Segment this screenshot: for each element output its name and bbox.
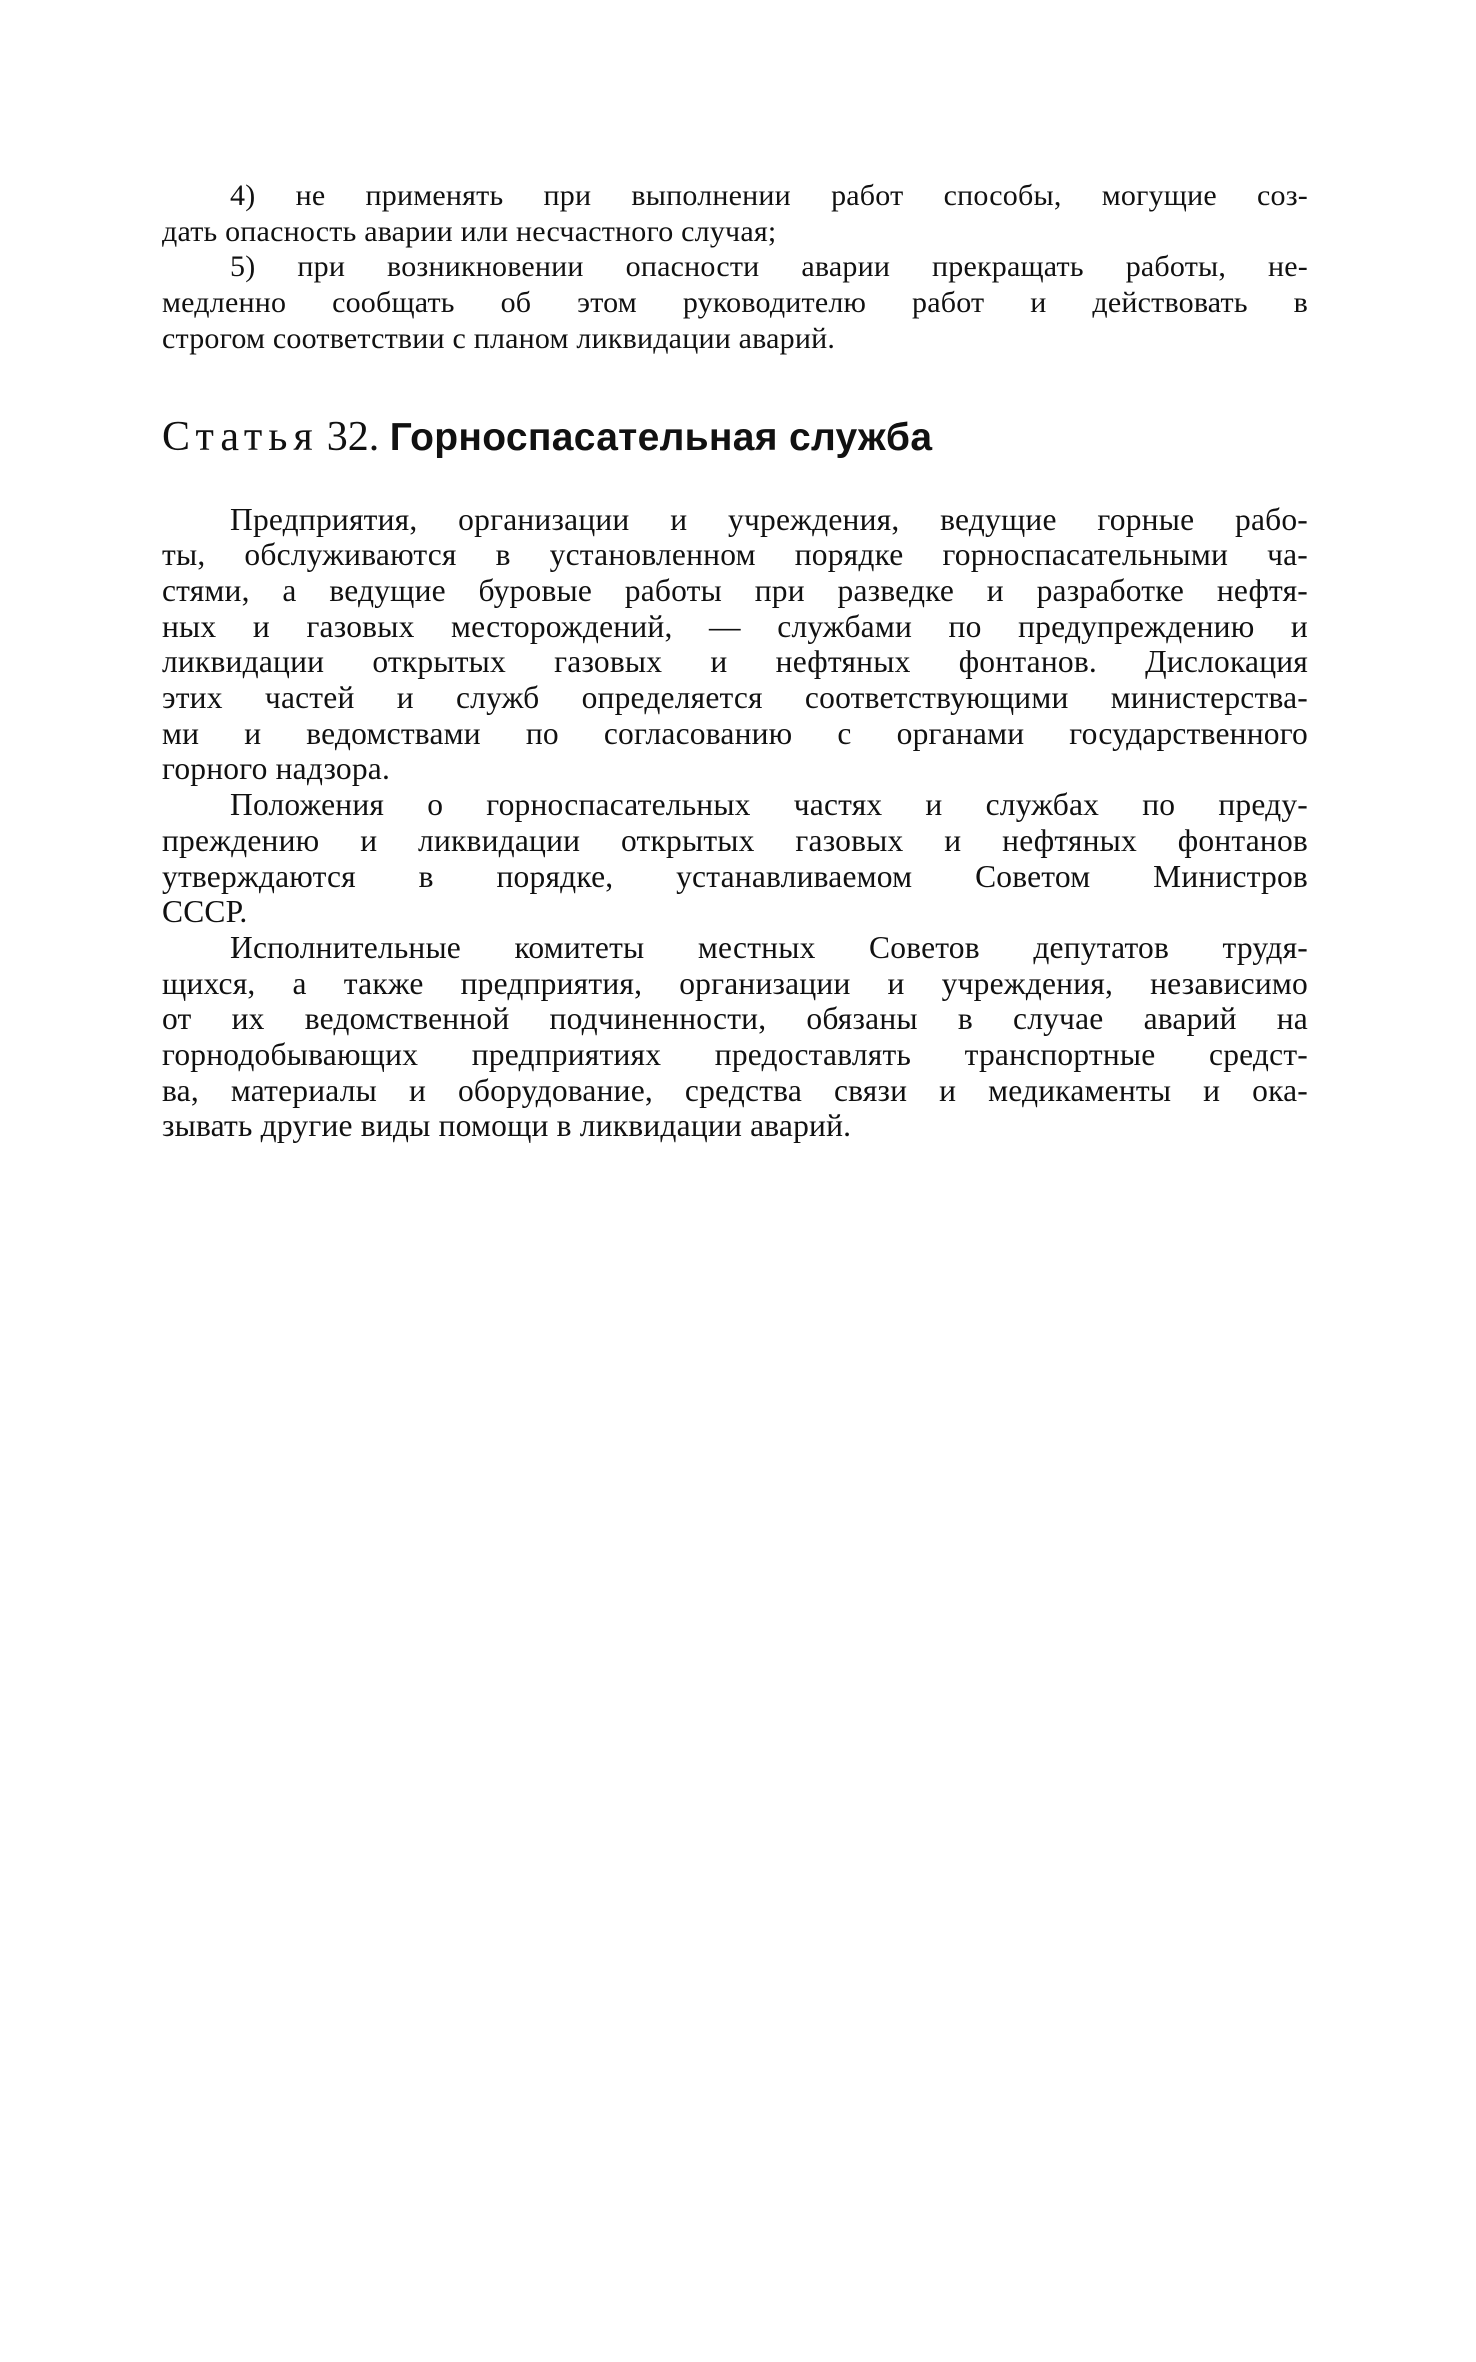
text-line: ми и ведомствами по согласованию с органами государственного: [162, 715, 1308, 751]
text-line: горного надзора.: [162, 751, 391, 787]
text-line: ты, обслуживаются в установленном порядке горноспасательными ча-: [162, 537, 1308, 573]
text-line: утверждаются в порядке, устанавливаемом Советом Министров: [162, 858, 1308, 894]
text-line: дать опасность аварии или несчастного случая;: [162, 214, 777, 248]
text-line: от их ведомственной подчиненности, обязаны в случае аварий на: [162, 1001, 1308, 1037]
text-line: Исполнительные комитеты местных Советов депутатов трудя-: [230, 929, 1308, 965]
text-line: строгом соответствии с планом ликвидации аварий.: [162, 321, 836, 355]
paragraph-2: [162, 787, 1308, 930]
text-line: стями, а ведущие буровые работы при разведке и разработке нефтя-: [162, 572, 1308, 608]
list-item-4: [162, 178, 1308, 249]
text-line: преждению и ликвидации открытых газовых и нефтяных фонтанов: [162, 822, 1308, 858]
text-line: медленно сообщать об этом руководителю работ и действовать в: [162, 286, 1308, 320]
text-line: Предприятия, организации и учреждения, ведущие горные рабо-: [230, 501, 1308, 537]
paragraph-3: [162, 930, 1308, 1144]
article-heading: [162, 413, 1308, 462]
text-line: Положения о горноспасательных частях и службах по преду-: [230, 787, 1308, 823]
text-line: щихся, а также предприятия, организации и учреждения, независимо: [162, 965, 1308, 1001]
text-line: горнодобывающих предприятиях предоставлять транспортные средст-: [162, 1037, 1308, 1073]
article-label: Статья: [162, 413, 319, 460]
text-line: зывать другие виды помощи в ликвидации аварий.: [162, 1108, 852, 1144]
text-line: 5) при возникновении опасности аварии прекращать работы, не-: [230, 250, 1308, 284]
text-line: 4) не применять при выполнении работ способы, могущие соз-: [230, 179, 1308, 212]
paragraph-1: [162, 502, 1308, 788]
text-line: этих частей и служб определяется соответствующими министерства-: [162, 680, 1308, 716]
article-title: Горноспасательная служба: [389, 415, 933, 459]
text-line: СССР.: [162, 894, 248, 930]
list-item-5: [162, 249, 1308, 356]
article-number: 32.: [326, 413, 380, 460]
text-line: ликвидации открытых газовых и нефтяных фонтанов. Дислокация: [162, 644, 1308, 680]
text-line: ва, материалы и оборудование, средства связи и медикаменты и ока-: [162, 1072, 1308, 1108]
document-page: [162, 178, 1308, 1144]
list-block: [162, 178, 1308, 357]
text-line: ных и газовых месторождений, — службами по предупреждению и: [162, 608, 1308, 644]
